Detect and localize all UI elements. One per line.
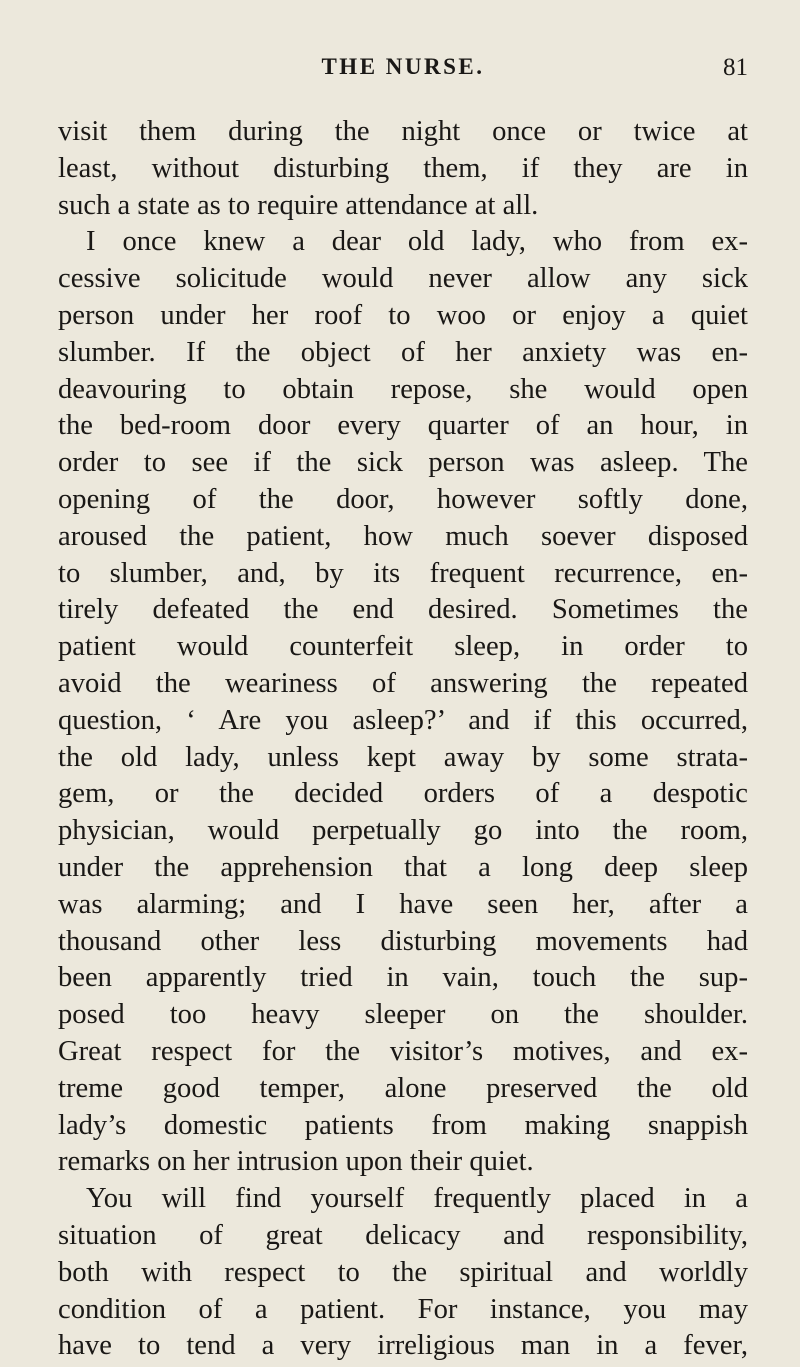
text-line: posed too heavy sleeper on the shoulder. [58, 999, 748, 1031]
text-line: cessive solicitude would never allow any sick [58, 263, 748, 295]
text-line: I once knew a dear old lady, who from ex- [86, 226, 748, 258]
text-line: the bed-room door every quarter of an hour, in [58, 410, 748, 442]
text-line: under the apprehension that a long deep sleep [58, 851, 748, 883]
text-line: such a state as to require attendance at all. [58, 189, 539, 221]
text-line: thousand other less disturbing movements had [58, 925, 748, 957]
text-line: been apparently tried in vain, touch the sup- [58, 962, 748, 994]
text-line: lady’s domestic patients from making snappish [58, 1109, 748, 1141]
text-line: was alarming; and I have seen her, after a [58, 888, 748, 920]
text-line: the old lady, unless kept away by some strata- [58, 741, 748, 773]
text-line: person under her roof to woo or enjoy a quiet [58, 299, 748, 331]
text-line: question, ‘ Are you asleep?’ and if this occurred, [58, 704, 748, 736]
text-line: remarks on her intrusion upon their quiet. [58, 1146, 534, 1178]
text-line: least, without disturbing them, if they are in [58, 152, 748, 184]
text-line: have to tend a very irreligious man in a fever, [58, 1330, 748, 1362]
text-line: situation of great delicacy and responsibility, [58, 1219, 748, 1251]
text-line: both with respect to the spiritual and worldly [58, 1256, 748, 1288]
text-line: tirely defeated the end desired. Sometimes the [58, 594, 748, 626]
text-line: to slumber, and, by its frequent recurrence, en- [58, 557, 748, 589]
text-line: You will find yourself frequently placed in a [86, 1183, 748, 1215]
text-line: opening of the door, however softly done, [58, 483, 748, 515]
text-line: visit them during the night once or twice at [58, 116, 748, 147]
text-line: treme good temper, alone preserved the old [58, 1072, 748, 1104]
body-text [58, 114, 748, 1365]
text-line: aroused the patient, how much soever disposed [58, 520, 748, 552]
text-line: avoid the weariness of answering the repeated [58, 667, 748, 699]
text-line: condition of a patient. For instance, you may [58, 1293, 748, 1325]
running-head-title: THE NURSE. [321, 54, 485, 79]
text-line: Great respect for the visitor’s motives, and ex- [58, 1035, 748, 1067]
text-line: deavouring to obtain repose, she would open [58, 373, 748, 405]
text-line: physician, would perpetually go into the room, [58, 815, 748, 847]
text-line: order to see if the sick person was asleep. The [58, 447, 748, 479]
text-line: gem, or the decided orders of a despotic [58, 778, 748, 810]
text-line: patient would counterfeit sleep, in order to [58, 631, 748, 663]
text-line: slumber. If the object of her anxiety was en- [58, 336, 748, 368]
running-head [58, 54, 748, 94]
page-number: 81 [723, 54, 748, 81]
